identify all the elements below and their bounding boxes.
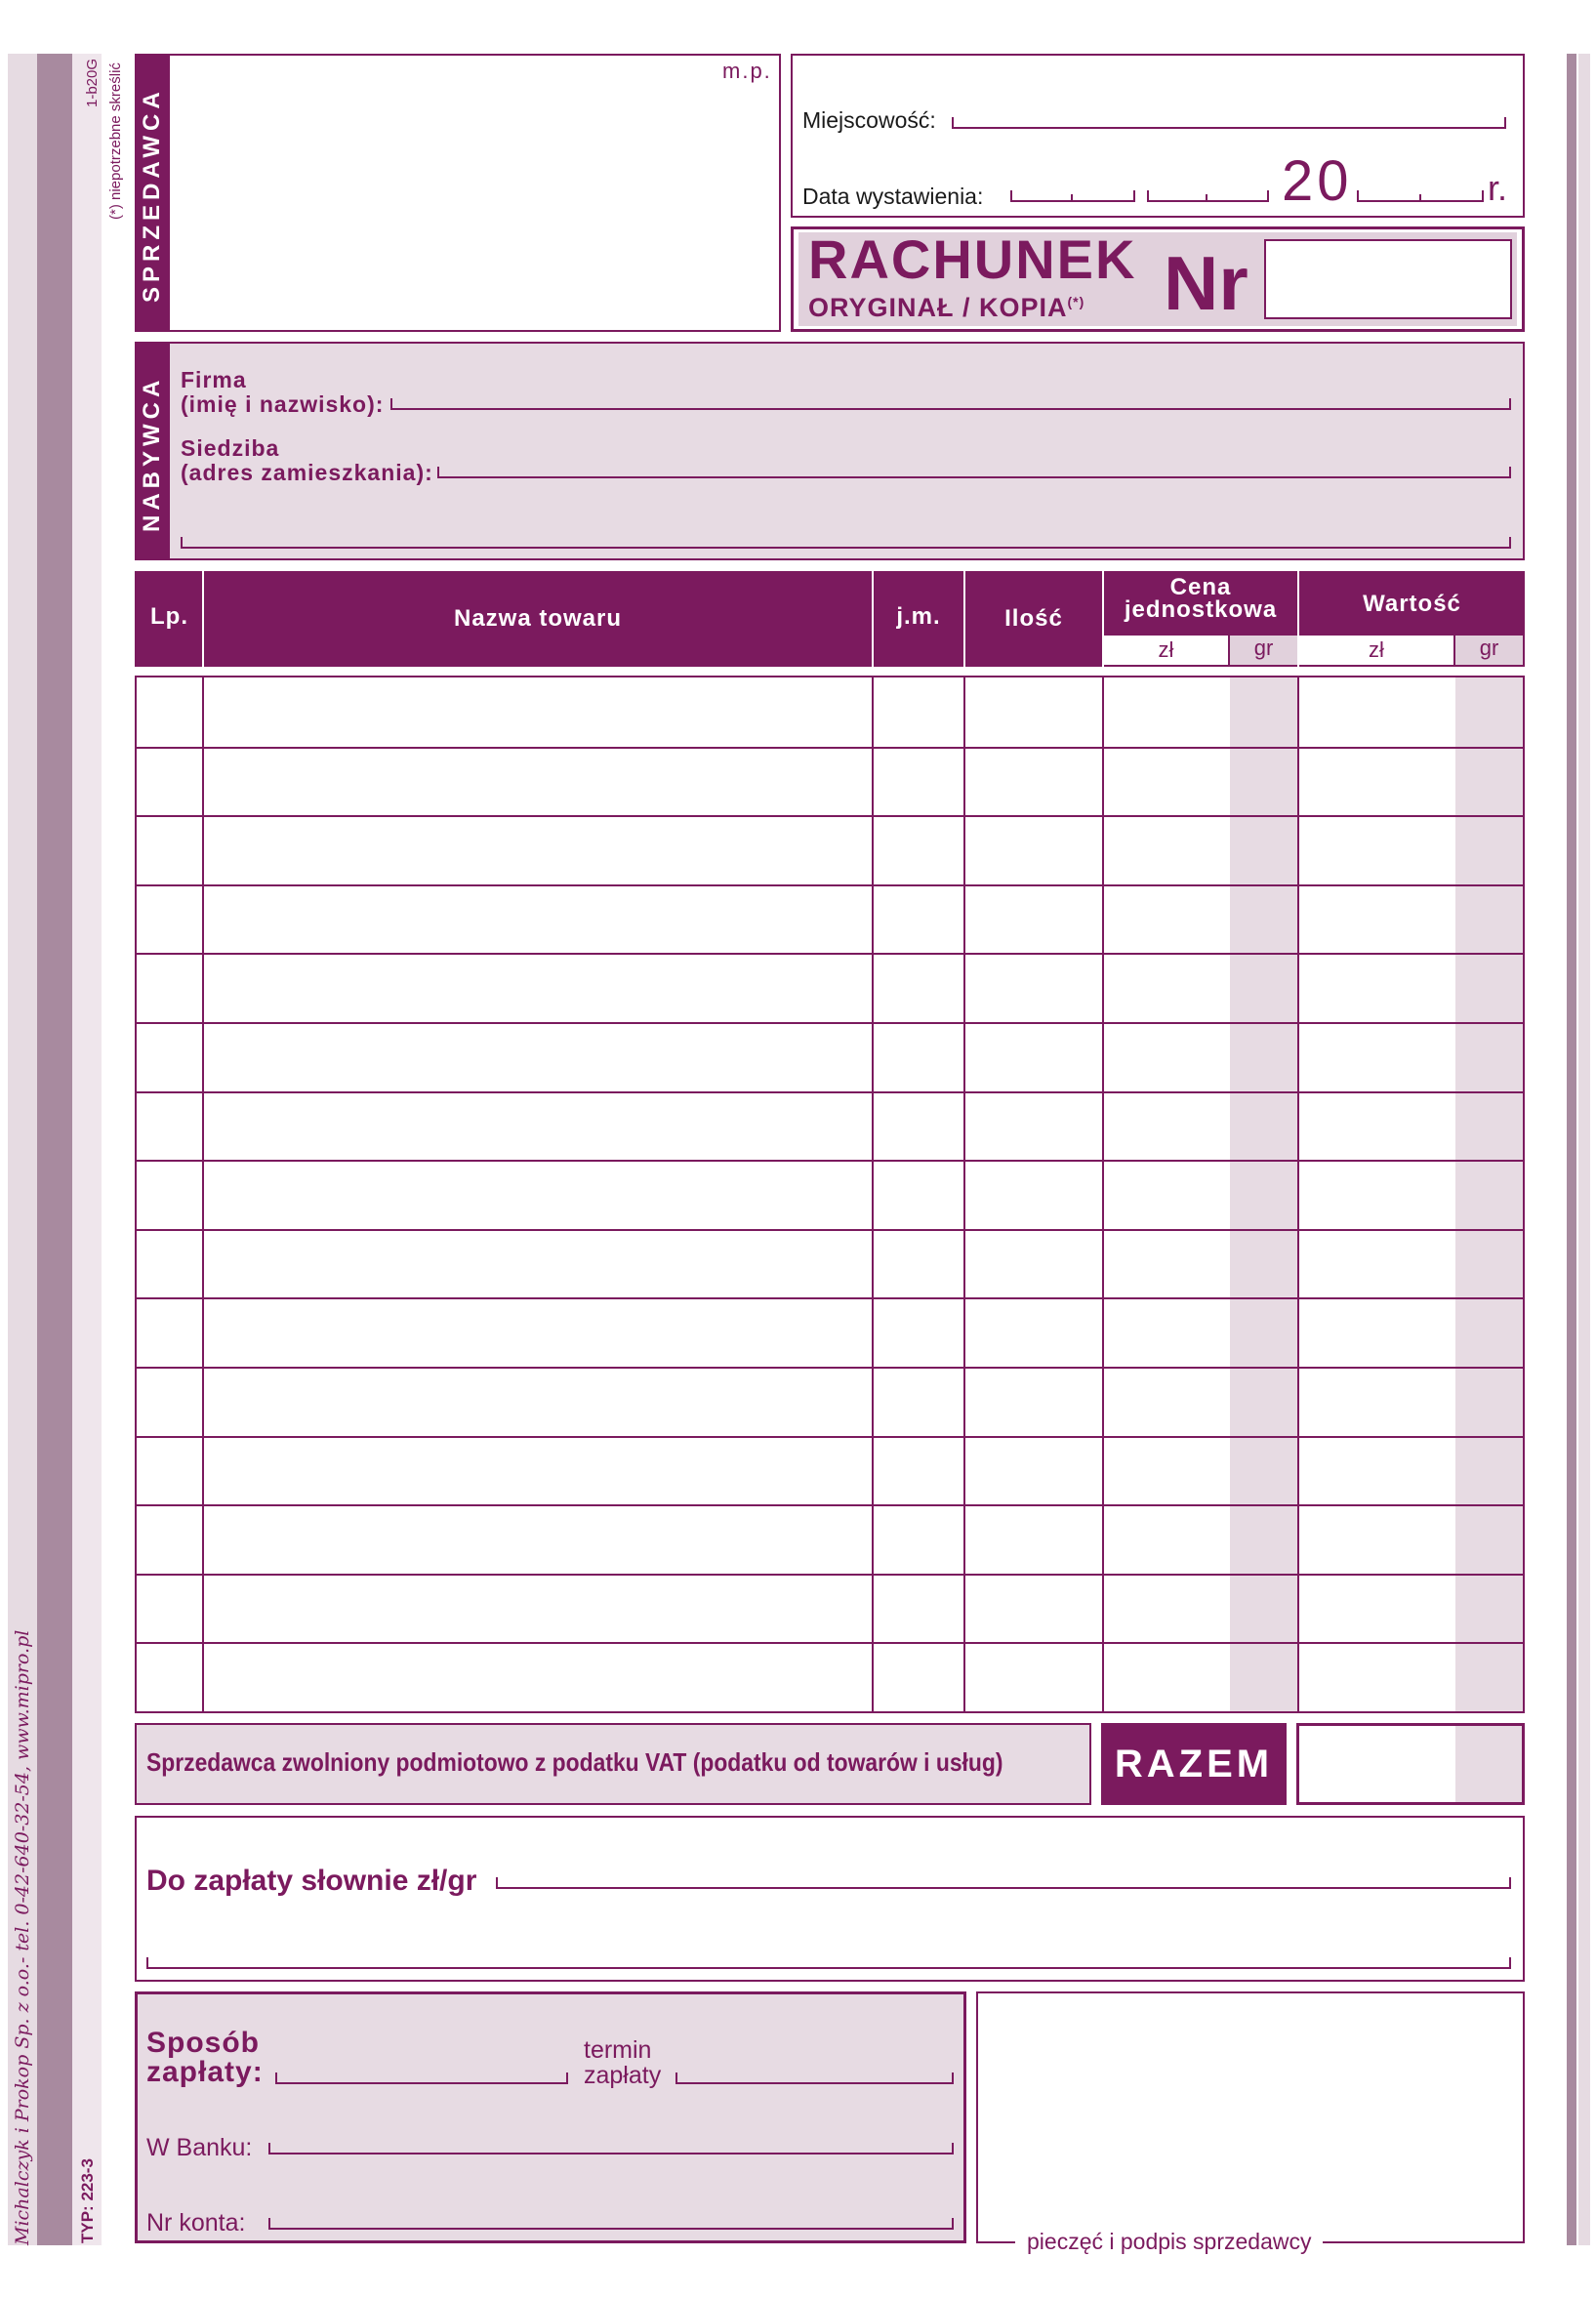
nr-label: Nr [1164, 240, 1248, 326]
invoice-title: RACHUNEK [808, 228, 1137, 290]
invoice-subtitle [808, 293, 1084, 323]
address-label [181, 436, 433, 485]
table-row[interactable] [137, 953, 1523, 1022]
table-row[interactable] [137, 1297, 1523, 1367]
date-label: Data wystawienia: [802, 184, 984, 209]
left-stripe-dark [37, 54, 72, 2245]
footnote-text: (*) niepotrzebne skreślić [107, 62, 124, 220]
total-value-field[interactable] [1296, 1723, 1525, 1805]
date-year-field[interactable] [1357, 190, 1484, 202]
bank-field[interactable] [268, 2143, 954, 2154]
table-row[interactable] [137, 677, 1523, 747]
table-row[interactable] [137, 1367, 1523, 1436]
col-unit: j.m. [896, 603, 941, 630]
col-name: Nazwa towaru [453, 605, 623, 632]
price-zl: zł [1158, 637, 1174, 662]
table-row[interactable] [137, 1642, 1523, 1711]
account-label: Nr konta: [146, 2209, 246, 2236]
payment-term-label [584, 2037, 661, 2088]
col-qty: Ilość [1004, 605, 1063, 632]
payment-method-l1: Sposób [146, 2027, 260, 2059]
vat-note: Sprzedawca zwolniony podmiotowo z podatku VAT (podatku od towarów i usług) [146, 1747, 1003, 1777]
company-label [181, 368, 384, 417]
bank-label: W Banku: [146, 2134, 253, 2161]
payment-method-label [146, 2029, 264, 2087]
year-suffix: r. [1488, 168, 1508, 208]
table-row[interactable] [137, 747, 1523, 816]
table-row[interactable] [137, 1436, 1523, 1505]
date-day-field[interactable] [1010, 190, 1135, 202]
address-label-l2: (adres zamieszkania): [181, 460, 433, 485]
company-label-l1: Firma [181, 367, 247, 392]
seller-box[interactable] [135, 54, 781, 332]
table-row[interactable] [137, 1574, 1523, 1643]
address-field-2[interactable] [181, 537, 1511, 549]
form-code: 1-b20G [84, 58, 101, 107]
words-field-2[interactable] [146, 1957, 1511, 1969]
company-field[interactable] [390, 398, 1511, 410]
payment-term-field[interactable] [675, 2072, 954, 2084]
date-month-field[interactable] [1147, 190, 1269, 202]
payment-term-l2: zapłaty [584, 2062, 662, 2089]
table-row[interactable] [137, 1091, 1523, 1161]
value-gr: gr [1479, 636, 1499, 660]
words-field[interactable] [496, 1877, 1511, 1889]
col-price-l1: Cena [1169, 574, 1232, 600]
payment-method-l2: zapłaty: [146, 2056, 264, 2088]
producer-text: Michalczyk i Prokop Sp. z o.o.- tel. 0-42-640-32-54, www.mipro.pl [12, 1629, 33, 2245]
col-lp: Lp. [150, 603, 188, 630]
signature-label: pieczęć i podpis sprzedawcy [1015, 2229, 1323, 2255]
place-field[interactable] [952, 117, 1506, 129]
address-label-l1: Siedziba [181, 435, 280, 461]
words-label: Do zapłaty słownie zł/gr [146, 1865, 477, 1897]
right-stripe-dark [1567, 54, 1576, 2245]
place-label: Miejscowość: [802, 107, 936, 133]
signature-box[interactable] [976, 1991, 1525, 2243]
col-price-l2: jednostkowa [1124, 596, 1278, 623]
seller-label: SPRZEDAWCA [139, 87, 165, 303]
payment-method-field[interactable] [275, 2072, 568, 2084]
value-zl: zł [1369, 637, 1384, 662]
subtitle-mark: (*) [1067, 294, 1085, 309]
col-value: Wartość [1363, 591, 1461, 617]
price-gr: gr [1253, 636, 1274, 660]
subtitle-text: ORYGINAŁ / KOPIA [808, 293, 1068, 322]
table-row[interactable] [137, 1504, 1523, 1574]
total-gr-shade [1455, 1726, 1522, 1802]
table-row[interactable] [137, 884, 1523, 954]
invoice-number-field[interactable] [1264, 239, 1512, 319]
table-row[interactable] [137, 815, 1523, 884]
table-body [135, 676, 1525, 1713]
address-field[interactable] [437, 467, 1511, 478]
type-code: TYP: 223-3 [78, 2158, 97, 2243]
account-field[interactable] [268, 2218, 954, 2230]
buyer-label: NABYWCA [139, 375, 165, 532]
year-prefix: 20 [1282, 149, 1353, 213]
company-label-l2: (imię i nazwisko): [181, 391, 385, 417]
col-price [1104, 576, 1297, 621]
table-row[interactable] [137, 1022, 1523, 1091]
left-stripe-pale [72, 54, 102, 2245]
stamp-label: m.p. [722, 59, 772, 83]
total-label: RAZEM [1114, 1743, 1274, 1785]
payment-term-l1: termin [584, 2036, 652, 2064]
table-row[interactable] [137, 1160, 1523, 1229]
right-stripe-light [1578, 54, 1590, 2245]
table-row[interactable] [137, 1229, 1523, 1298]
